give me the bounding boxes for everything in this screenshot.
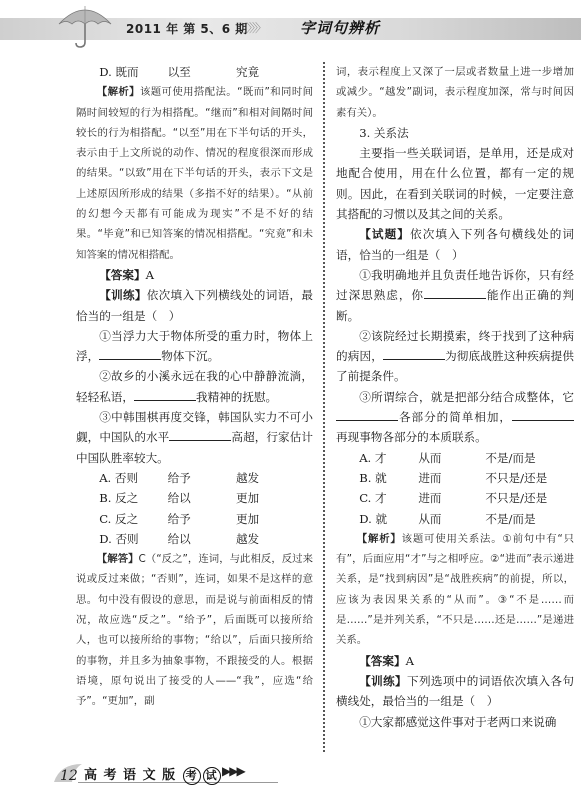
- header-chevrons: 〉〉〉〉: [246, 21, 265, 35]
- answer-line: 【答案】A: [99, 267, 154, 282]
- analysis-paragraph: 【解析】该题可使用关系法。①前句中有“只有”，后面应用“才”与之相呼应。②“进而”表示递进关系，是“找到病因”是“战胜疾病”的前提，所以，应该为表因果关系的“从而”。③“不是……而是……”是并列关系，“不只是……还是……”是递进关系。: [336, 532, 575, 647]
- option-row-d: D. 否则 给以 越发: [99, 531, 260, 546]
- sentence-2: ②该院经过长期摸索，终于找到了这种病的病因， 为彻底战胜这种疾病提供了前提条件。: [336, 328, 574, 384]
- method-description: 主要指一些关联词语，是单用，还是成对地配合使用，用在什么位置，都有一定的规则。因此，在看到关联词的时候，一定要注意其搭配的习惯以及其之间的关系。: [336, 146, 574, 222]
- sentence-1: ①我明确地并且负责任地告诉你，只有经过深思熟虑，你 能作出正确的判断。: [336, 267, 574, 323]
- column-divider: [323, 62, 325, 752]
- exam-prompt: 【试题】依次填入下列各句横线处的词语，恰当的一组是（ ）: [336, 227, 574, 262]
- right-column: [336, 62, 574, 732]
- question-3: ③中韩围棋再度交锋，韩国队实力不可小觑，中国队的水平 高超，行家估计中国队胜率较大。: [76, 410, 313, 465]
- page-footer: [0, 756, 581, 800]
- option-row-c: C. 才 进而 不只是/还是: [359, 491, 548, 506]
- option-row-a: A. 才 从而 不是/而是: [359, 450, 536, 465]
- training-prompt: 【训练】依次填入下列横线处的词语，最恰当的一组是（ ）: [76, 288, 313, 323]
- circled-char: 考: [183, 767, 201, 785]
- option-row-b: B. 就 进而 不只是/还是: [359, 470, 548, 485]
- footer-arrows: ▶▶▶: [222, 764, 244, 778]
- blank-line: [134, 388, 196, 401]
- training-sentence-1: ①大家都感觉这件事对于老两口来说确: [359, 714, 557, 729]
- option-row-d-prev: D. 既而 以至 究竟: [99, 65, 260, 79]
- solution-paragraph: 【解答】C（“反之”，连词，与此相反，反过来说或反过来做；“否则”，连词，如果不是这样的意思。句中没有假设的意思，而是说与前面相反的情况，故应选“反之”。“给予”，后面既可以接所给人，也可以接所给的事物；“给以”，后面只接所给的事物，并且多为抽象事物，不跟接受的人。根据语境，原句说出了接受的人——“我”，应选“给予”。“更加”，副: [76, 553, 314, 708]
- blank-line: [424, 286, 486, 299]
- blank-line: [383, 347, 445, 360]
- option-row-d: D. 就 从而 不是/而是: [359, 511, 536, 526]
- training-prompt: 【训练】下列选项中的词语依次填入各句横线处，最恰当的一组是（ ）: [336, 673, 574, 709]
- magazine-title: 高 考 语 文 版 考 试: [84, 764, 222, 785]
- blank-line: [512, 408, 574, 421]
- blank-line: [336, 408, 398, 421]
- issue-label: 2011 年 第 5、6 期: [126, 22, 248, 36]
- umbrella-icon: [55, 2, 115, 50]
- page-number: 12: [60, 768, 78, 784]
- option-row-c: C. 反之 给予 更加: [99, 511, 260, 526]
- option-row-a: A. 否则 给予 越发: [99, 470, 260, 485]
- blank-line: [99, 347, 161, 360]
- method-heading: 3. 关系法: [359, 125, 409, 140]
- sentence-3: ③所谓综合，就是把部分结合成整体，它各部分的简单相加，再现事物各部分的本质联系。: [336, 389, 574, 445]
- section-title: 字词句辨析: [300, 19, 381, 37]
- blank-line: [169, 428, 231, 441]
- question-1: ①当浮力大于物体所受的重力时，物体上浮， 物体下沉。: [76, 328, 313, 364]
- option-row-b: B. 反之 给以 更加: [99, 491, 260, 506]
- analysis-paragraph: 【解析】该题可使用搭配法。“既而”和同时间隔时间较短的行为相搭配。“继而”和相对间隔时间较长的行为相搭配。“以至”用在下半句话的开头，表示由于上文所说的动作、情况的程度很深而形成的结果。“以致”用在下半句话的开头，表示下文是上述原因所形成的结果（多指不好的结果）。“从前的幻想今天都有可能成为现实”不是不好的结果。“毕竟”和已知答案的情况相搭配。“究竟”和未知答案的情况相搭配。: [76, 86, 314, 261]
- answer-line: 【答案】A: [359, 653, 414, 668]
- page-header: [0, 0, 581, 52]
- continued-paragraph: 词，表示程度上又深了一层或者数量上进一步增加或减少。“越发”副词，表示程度加深，常与时间因素有关）。: [336, 66, 574, 119]
- circled-char: 试: [203, 767, 221, 785]
- left-column: [76, 62, 313, 712]
- question-2: ②故乡的小溪永远在我的心中静静流淌，轻轻私语， 我精神的抚慰。: [76, 369, 313, 404]
